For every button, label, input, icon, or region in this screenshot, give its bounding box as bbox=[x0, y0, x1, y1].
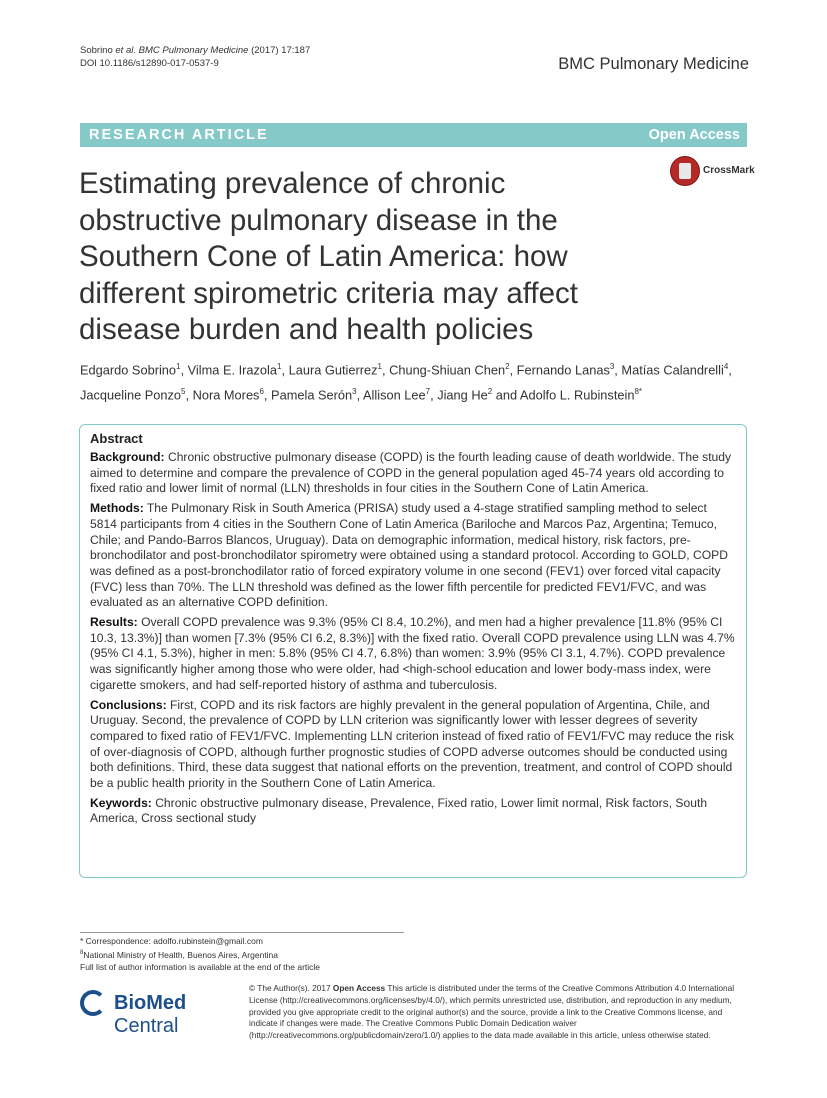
section-text: Chronic obstructive pulmonary disease, Prevalence, Fixed ratio, Lower limit normal, Risk factors, South America, Cross sectional study bbox=[90, 795, 708, 826]
correspondence: * Correspondence: adolfo.rubinstein@gmail.com bbox=[80, 936, 263, 946]
author-separator: , bbox=[185, 387, 193, 403]
section-text: The Pulmonary Risk in South America (PRISA) study used a 4-stage stratified sampling method to select 5814 participants from 4 cities in the Southern Cone of Latin America (Bariloche and Marcos Paz, Argentina; Temuco, Chile; and Pando-Barros Blancos, Uruguay). Data on demographic information, medical history, risk factors, pre-bronchodilator and post-bronchodilator spirometry were obtained using a standard protocol. According to GOLD, COPD was defined as a post-bronchodilator ratio of forced expiratory volume in one second (FEV1) over forced vital capacity (FVC) less than 70%. The LLN threshold was defined as the lower fifth percentile for predicted FEV1/FVC, and was evaluated as an alternative COPD definition. bbox=[90, 501, 728, 610]
author-separator: , bbox=[281, 362, 289, 378]
citation-volume: (2017) 17:187 bbox=[248, 45, 311, 56]
citation-line bbox=[80, 44, 310, 57]
section-label: Results: bbox=[90, 615, 138, 630]
author-affiliation-mark: 7 bbox=[425, 387, 431, 397]
abstract-results bbox=[90, 615, 736, 694]
license-open-access: Open Access bbox=[332, 983, 386, 993]
author-separator: and bbox=[492, 387, 520, 403]
affiliation-text: National Ministry of Health, Buenos Aires, Argentina bbox=[83, 949, 279, 960]
author-affiliation-mark: 2 bbox=[505, 362, 510, 371]
author-separator: , bbox=[381, 362, 390, 378]
author-name: Chung-Shiuan Chen bbox=[389, 362, 506, 378]
citation-authors: Sobrino bbox=[80, 45, 116, 56]
author-affiliation-mark: 1 bbox=[176, 362, 181, 371]
citation-journal: et al. BMC Pulmonary Medicine bbox=[115, 45, 249, 56]
author-affiliation-mark: 3 bbox=[609, 362, 615, 371]
affiliation-footnote bbox=[80, 947, 320, 961]
author-separator: , bbox=[263, 387, 272, 403]
author-name: Fernando Lanas bbox=[516, 362, 610, 378]
author-separator: , bbox=[728, 362, 732, 378]
abstract-keywords bbox=[90, 796, 736, 827]
author-name: Vilma E. Irazola bbox=[187, 362, 278, 378]
author-list bbox=[80, 356, 750, 407]
author-name: Edgardo Sobrino bbox=[80, 362, 177, 378]
author-info-note: Full list of author information is available at the end of the article bbox=[80, 961, 321, 972]
footnote-divider bbox=[80, 932, 404, 933]
author-affiliation-mark: 2 bbox=[487, 387, 493, 397]
author-name: Adolfo L. Rubinstein bbox=[519, 387, 635, 403]
doi[interactable]: DOI 10.1186/s12890-017-0537-9 bbox=[80, 58, 219, 69]
open-access-label: Open Access bbox=[648, 127, 740, 143]
author-name: Nora Mores bbox=[192, 387, 260, 403]
author-affiliation-mark: 1 bbox=[377, 362, 382, 371]
author-affiliation-mark: 5 bbox=[181, 387, 186, 397]
author-name: Jiang He bbox=[437, 387, 488, 403]
logo-text bbox=[114, 992, 240, 1038]
author-name: Allison Lee bbox=[363, 387, 426, 403]
crossmark-badge[interactable] bbox=[670, 156, 755, 186]
affiliation-mark: 8 bbox=[80, 950, 84, 956]
footnotes bbox=[80, 935, 320, 973]
biomed-central-icon bbox=[80, 990, 106, 1016]
section-label: Keywords: bbox=[90, 795, 152, 810]
section-text: First, COPD and its risk factors are highly prevalent in the general population of Argentina, Chile, and Uruguay. Second, the prevalence of COPD by LLN criterion was significantly lower with lesser degrees of severity compared to fixed ratio of FEV1/FVC. Implementing LLN criterion instead of fixed ratio of FEV1/FVC may reduce the risk of over-diagnosis of COPD, although further prognostic studies of COPD adverse outcomes should be conducted using both definitions. Third, these data suggest that national efforts on the prevention, treatment, and control of COPD should be a public health priority in the Southern Cone of Latin America. bbox=[90, 697, 734, 791]
abstract-methods bbox=[90, 501, 736, 611]
copyright: © The Author(s). 2017 bbox=[249, 983, 333, 993]
journal-name: BMC Pulmonary Medicine bbox=[558, 55, 749, 73]
biomed-central-logo bbox=[80, 986, 240, 1037]
section-label: Background: bbox=[90, 450, 165, 464]
license-text bbox=[249, 983, 749, 1042]
author-affiliation-mark: 8* bbox=[634, 387, 643, 397]
author-affiliation-mark: 4 bbox=[723, 362, 729, 371]
author-name: Pamela Serón bbox=[271, 387, 353, 403]
author-affiliation-mark: 6 bbox=[259, 387, 264, 397]
author-name: Jacqueline Ponzo bbox=[80, 387, 182, 403]
author-separator: , bbox=[180, 362, 188, 378]
article-type: RESEARCH ARTICLE bbox=[89, 127, 269, 143]
author-affiliation-mark: 1 bbox=[277, 362, 282, 371]
crossmark-icon bbox=[670, 156, 700, 186]
author-separator: , bbox=[614, 362, 622, 378]
section-text: Overall COPD prevalence was 9.3% (95% CI 8.4, 10.2%), and men had a higher prevalence [11.8% (95% CI 10.3, 13.3%)] than women [7.3% (95% CI 6.2, 8.3%)] with the fixed ratio. Overall COPD prevalence using LLN was 4.7% (95% CI 4.1, 5.3%), higher in men: 5.8% (95% CI 4.7, 6.8%) than women: 3.9% (95% CI 3.1, 4.7%). COPD prevalence was significantly higher among those who were older, had <high-school education and lower body-mass index, were cigarette smokers, and had self-reported history of asthma and tuberculosis. bbox=[90, 615, 735, 692]
abstract-conclusions bbox=[90, 698, 736, 792]
article-banner bbox=[80, 123, 747, 147]
author-affiliation-mark: 3 bbox=[352, 387, 357, 397]
author-name: Laura Gutierrez bbox=[288, 362, 378, 378]
abstract-heading: Abstract bbox=[90, 431, 143, 446]
license-body: This article is distributed under the terms of the Creative Commons Attribution 4.0 International License (http://creativecommons.org/licenses/by/4.0/), which permits unrestricted use, distribution, and reproduction in any medium, provided you give appropriate credit to the original author(s) and the source, provide a link to the Creative Commons license, and indicate if changes were made. The Creative Commons Public Domain Dedication waiver (http://creativecommons.org/publicdomain/zero/1.0/) applies to the data made available in this article, unless otherwise stated. bbox=[249, 983, 735, 1041]
abstract-box bbox=[79, 424, 747, 878]
crossmark-label: CrossMark bbox=[703, 165, 755, 176]
author-name: Matías Calandrelli bbox=[621, 362, 724, 378]
logo-text-bold: BioMed bbox=[114, 992, 187, 1014]
author-separator: , bbox=[430, 387, 438, 403]
citation-header bbox=[80, 44, 310, 70]
section-label: Methods: bbox=[90, 501, 144, 516]
author-separator: , bbox=[509, 362, 517, 378]
section-label: Conclusions: bbox=[90, 697, 167, 712]
author-separator: , bbox=[356, 387, 363, 403]
article-title: Estimating prevalence of chronic obstructive pulmonary disease in the Southern Cone of Latin America: how different spirometric criteria may affect disease burden and health policies bbox=[79, 167, 578, 346]
logo-text-regular: Central bbox=[114, 1015, 179, 1037]
section-text: Chronic obstructive pulmonary disease (COPD) is the fourth leading cause of death worldwide. The study aimed to determine and compare the prevalence of COPD in the general population aged 45-74 years old according to fixed ratio and lower limit of normal (LLN) thresholds in four cities in the Southern Cone of Latin America. bbox=[90, 450, 732, 496]
abstract-background bbox=[90, 450, 736, 497]
